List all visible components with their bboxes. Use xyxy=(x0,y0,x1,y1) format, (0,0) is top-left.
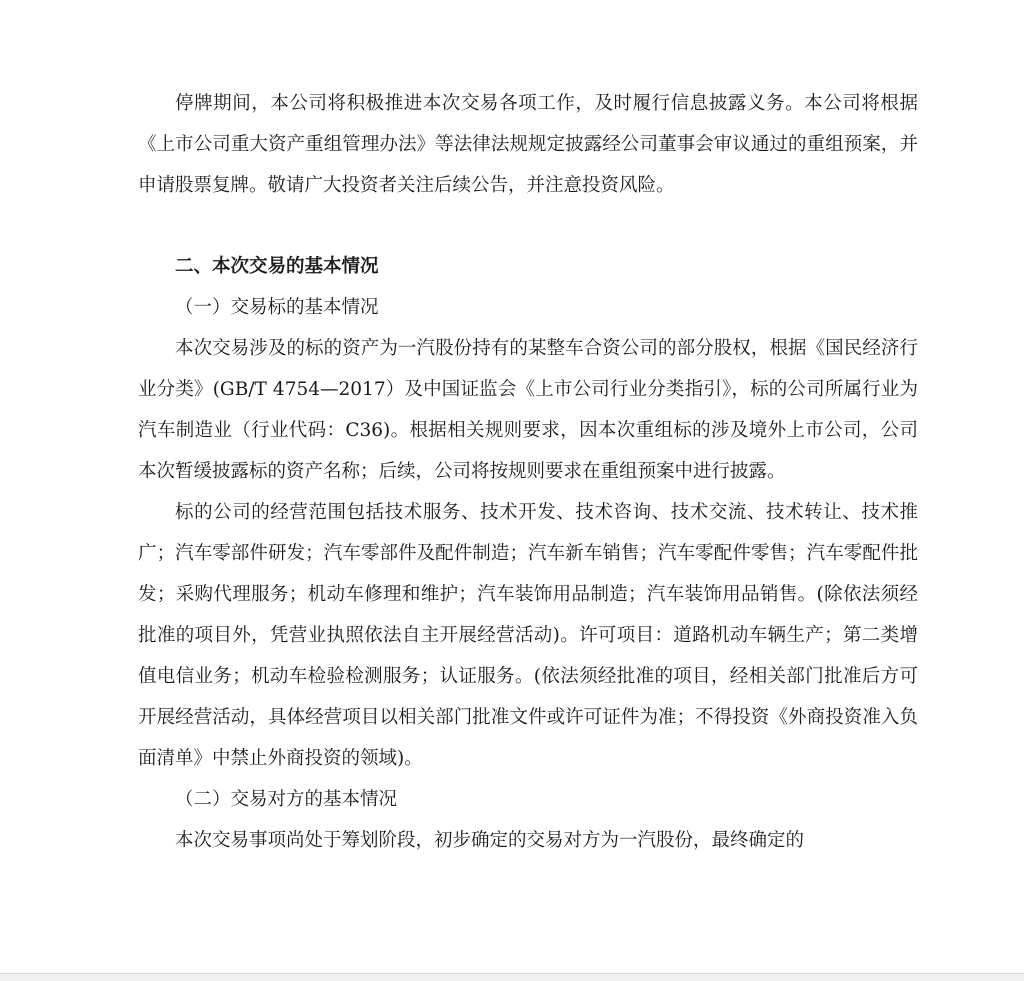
subsection-title-target: （一）交易标的基本情况 xyxy=(175,297,379,318)
document-body xyxy=(138,83,918,861)
paragraph-suspension-notice: 停牌期间，本公司将积极推进本次交易各项工作，及时履行信息披露义务。本公司将根据《上市公司重大资产重组管理办法》等法律法规规定披露经公司董事会审议通过的重组预案，并申请股票复牌。敬请广大投资者关注后续公告，并注意投资风险。 xyxy=(138,93,918,196)
paragraph-business-scope: 标的公司的经营范围包括技术服务、技术开发、技术咨询、技术交流、技术转让、技术推广；汽车零部件研发；汽车零部件及配件制造；汽车新车销售；汽车零配件零售；汽车零配件批发；采购代理服务；机动车修理和维护；汽车装饰用品制造；汽车装饰用品销售。(除依法须经批准的项目外，凭营业执照依法自主开展经营活动)。许可项目：道路机动车辆生产；第二类增值电信业务；机动车检验检测服务；认证服务。(依法须经批准的项目，经相关部门批准后方可开展经营活动，具体经营项目以相关部门批准文件或许可证件为准；不得投资《外商投资准入负面清单》中禁止外商投资的领域)。 xyxy=(138,502,918,769)
section-title: 二、本次交易的基本情况 xyxy=(175,256,379,277)
page-bottom-edge xyxy=(0,973,1024,981)
paragraph-spacer xyxy=(138,206,918,246)
paragraph-counterparty: 本次交易事项尚处于筹划阶段，初步确定的交易对方为一汽股份，最终确定的 xyxy=(175,830,805,851)
paragraph-target-asset: 本次交易涉及的标的资产为一汽股份持有的某整车合资公司的部分股权，根据《国民经济行业分类》(GB/T 4754—2017）及中国证监会《上市公司行业分类指引》，标的公司所属行业为汽车制造业（行业代码：C36)。根据相关规则要求，因本次重组标的涉及境外上市公司，公司本次暂缓披露标的资产名称；后续，公司将按规则要求在重组预案中进行披露。 xyxy=(138,338,918,482)
subsection-title-counterparty: （二）交易对方的基本情况 xyxy=(175,789,398,810)
